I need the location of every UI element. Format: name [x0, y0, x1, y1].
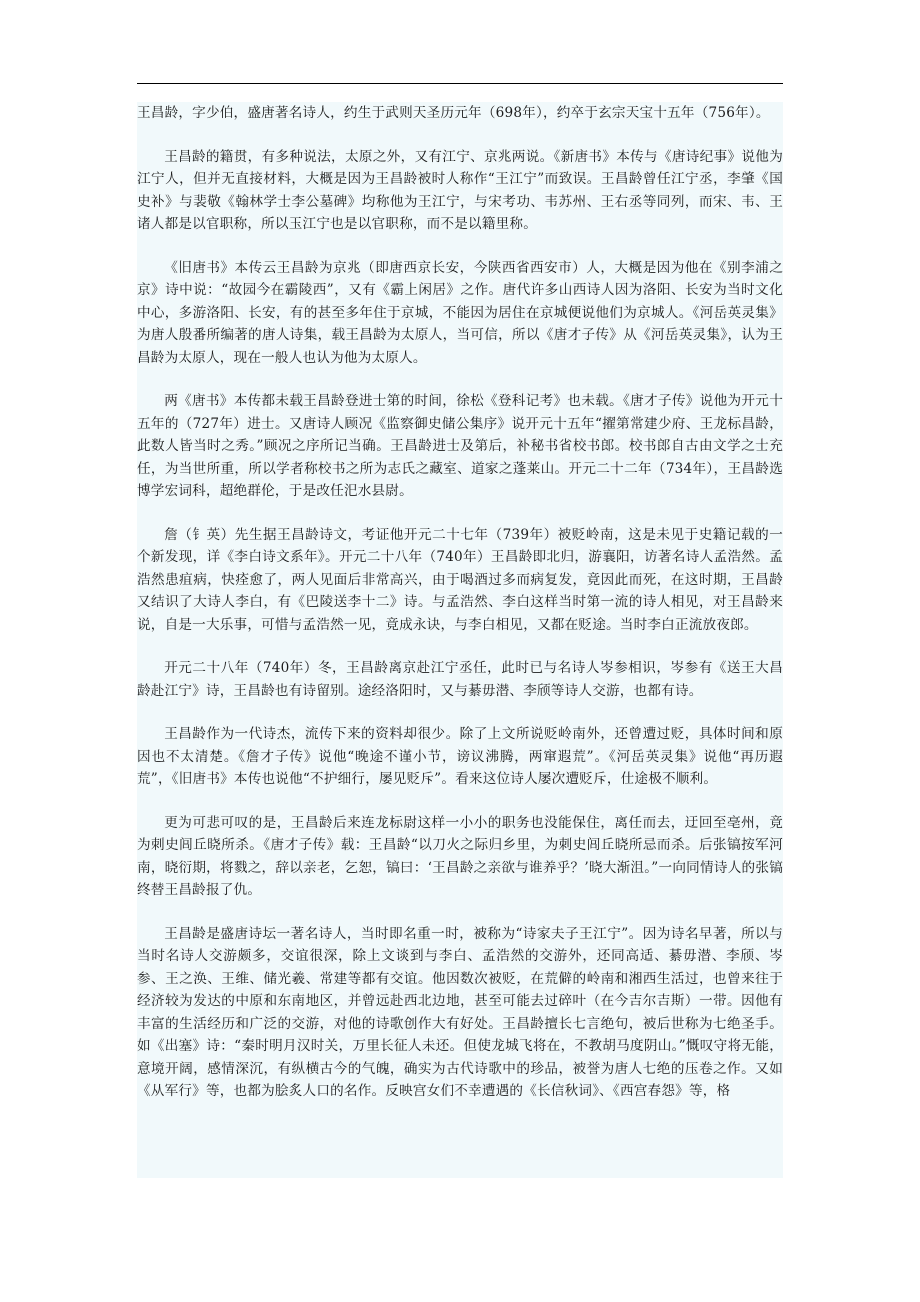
paragraph-jinshi: 两《唐书》本传都未载王昌龄登进士第的时间，徐松《登科记考》也未载。《唐才子传》说他为开元十五年的（727年）进士。又唐诗人顾况《监察御史储公集序》说开元十五年“擢第常建少府、王龙标昌龄，此数人皆当时之秀。”顾况之序所记当确。王昌龄进士及第后，补秘书省校书郎。校书郎自古由文学之士充任，为当世所重，所以学者称校书之所为志氏之藏室、道家之蓬莱山。开元二十二年（734年），王昌龄选博学宏词科，超绝群伦，于是改任汜水县尉。 — [137, 393, 783, 499]
paragraph-old-tang-book: 《旧唐书》本传云王昌龄为京兆（即唐西京长安，今陕西省西安市）人，大概是因为他在《别李浦之京》诗中说：“故园今在霸陵西”，又有《霸上闲居》之作。唐代许多山西诗人因为洛阳、长安为当时文化中心，多游洛阳、长安，有的甚至多年住于京城，不能因为居住在京城便说他们为京城人。《河岳英灵集》为唐人殷番所编著的唐人诗集，载王昌龄为太原人，当可信，所以《唐才子传》从《河岳英灵集》，认为王昌龄为太原人，现在一般人也认为他为太原人。 — [137, 259, 783, 366]
article-body — [137, 102, 783, 1178]
header-rule — [137, 83, 783, 84]
paragraph-birthplace: 王昌龄的籍贯，有多种说法，太原之外，又有江宁、京兆两说。《新唐书》本传与《唐诗纪事》说他为江宁人，但并无直接材料，大概是因为王昌龄被时人称作“王江宁”而致误。王昌龄曾任江宁丞，李肇《国史补》与裴敬《翰林学士李公墓碑》均称他为王江宁，与宋考功、韦苏州、王右丞等同列，而宋、韦、王诸人都是以官职称，所以玉江宁也是以官职称，而不是以籍里称。 — [137, 148, 783, 232]
paragraph-exile-lingnan: 詹（钅英）先生据王昌龄诗文，考证他开元二十七年（739年）被贬岭南，这是未见于史籍记载的一个新发现，详《李白诗文系年》。开元二十八年（740年）王昌龄即北归，游襄阳，访著名诗人孟浩然。孟浩然患疽病，快痊愈了，两人见面后非常高兴，由于喝酒过多而病复发，竟因此而死，在这时期，王昌龄又结识了大诗人李白，有《巴陵送李十二》诗。与孟浩然、李白这样当时第一流的诗人相见，对王昌龄来说，自是一大乐事，可惜与孟浩然一见，竟成永诀，与李白相见，又都在贬途。当时李白正流放夜郎。 — [137, 526, 783, 633]
paragraph-poetry: 王昌龄是盛唐诗坛一著名诗人，当时即名重一时，被称为“诗家夫子王江宁”。因为诗名早著，所以与当时名诗人交游颇多，交谊很深，除上文谈到与李白、孟浩然的交游外，还同高适、綦毋潜、李颀、岑参、王之涣、王维、储光羲、常建等都有交谊。他因数次被贬，在荒僻的岭南和湘西生活过，也曾来往于经济较为发达的中原和东南地区，并曾远赴西北边地，甚至可能去过碎叶（在今吉尔吉斯）一带。因他有丰富的生活经历和广泛的交游，对他的诗歌创作大有好处。王昌龄擅长七言绝句，被后世称为七绝圣手。如《出塞》诗：“秦时明月汉时关，万里长征人未还。但使龙城飞将在，不教胡马度阴山。”慨叹守将无能，意境开阔，感情深沉，有纵横古今的气魄，确实为古代诗歌中的珍品，被誉为唐人七绝的压卷之作。又如《从军行》等，也都为脍炙人口的名作。反映宫女们不幸遭遇的《长信秋词》、《西宫春怨》等，格 — [137, 925, 783, 1099]
paragraph-intro: 王昌龄，字少伯，盛唐著名诗人，约生于武则天圣历元年（698年），约卒于玄宗天宝十五年（756年）。 — [137, 105, 770, 121]
paragraph-jiangning: 开元二十八年（740年）冬，王昌龄离京赴江宁丞任，此时已与名诗人岑参相识，岑参有《送王大昌龄赴江宁》诗，王昌龄也有诗留别。途经洛阳时，又与綦毋潜、李颀等诗人交游，也都有诗。 — [137, 660, 783, 699]
paragraph-records: 王昌龄作为一代诗杰，流传下来的资料却很少。除了上文所说贬岭南外，还曾遭过贬，具体时间和原因也不太清楚。《詹才子传》说他“晚途不谨小节，谤议沸腾，两窜遐荒”。《河岳英灵集》说他“再历遐荒”，《旧唐书》本传也说他“不护细行，屡见贬斥”。看来这位诗人屡次遭贬斥，仕途极不顺利。 — [137, 726, 783, 787]
paragraph-death: 更为可悲可叹的是，王昌龄后来连龙标尉这样一小小的职务也没能保住，离任而去，迂回至亳州，竟为刺史闾丘晓所杀。《唐才子传》载：王昌龄“以刀火之际归乡里，为刺史闾丘晓所忌而杀。后张镐按军河南，晓衍期，将戮之，辞以亲老，乞恕，镐曰：‘王昌龄之亲欲与谁养乎？’晓大渐沮。”一向同情诗人的张镐终替王昌龄报了仇。 — [137, 814, 783, 898]
